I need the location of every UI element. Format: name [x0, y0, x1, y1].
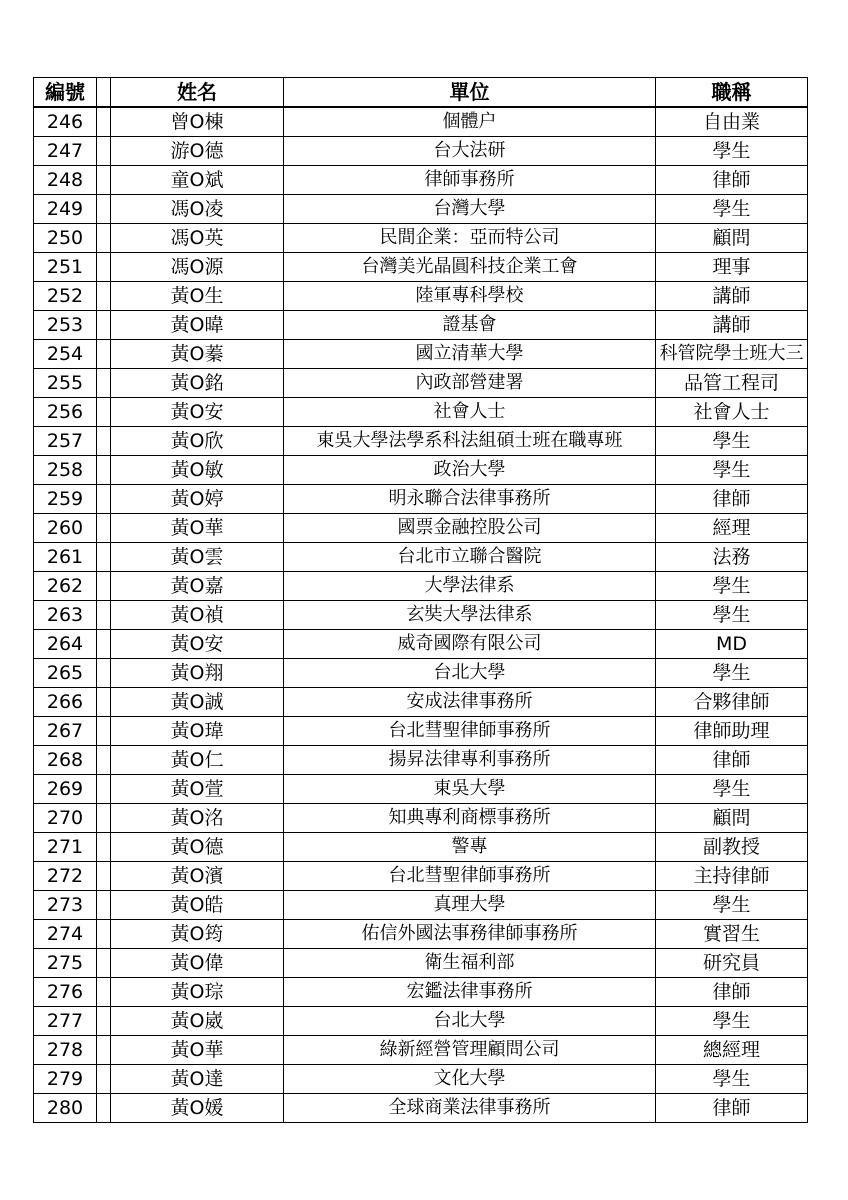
row-gap-cell	[97, 456, 111, 485]
row-number: 274	[34, 920, 97, 949]
table-row	[34, 659, 808, 688]
row-number: 268	[34, 746, 97, 775]
table-row	[34, 514, 808, 543]
row-number: 273	[34, 891, 97, 920]
row-number: 250	[34, 224, 97, 253]
row-number: 280	[34, 1094, 97, 1123]
row-number: 256	[34, 398, 97, 427]
row-unit: 台北彗聖律師事務所	[284, 717, 656, 746]
row-name: 馮O凌	[111, 195, 284, 224]
row-name: 黃O筠	[111, 920, 284, 949]
row-name: 黃O禎	[111, 601, 284, 630]
column-header-number: 編號	[34, 78, 97, 108]
row-gap-cell	[97, 282, 111, 311]
table-header-row	[34, 78, 808, 108]
row-gap-cell	[97, 804, 111, 833]
row-title: 理事	[656, 253, 808, 282]
row-title: 實習生	[656, 920, 808, 949]
row-title: 律師	[656, 1094, 808, 1123]
row-number: 247	[34, 137, 97, 166]
row-number: 262	[34, 572, 97, 601]
row-number: 260	[34, 514, 97, 543]
row-name: 黃O達	[111, 1065, 284, 1094]
row-number: 257	[34, 427, 97, 456]
row-number: 263	[34, 601, 97, 630]
row-number: 249	[34, 195, 97, 224]
row-title: 學生	[656, 775, 808, 804]
row-gap-cell	[97, 572, 111, 601]
row-title: 副教授	[656, 833, 808, 862]
row-name: 黃O安	[111, 398, 284, 427]
table-row	[34, 572, 808, 601]
column-header-unit: 單位	[284, 78, 656, 108]
row-unit: 台灣美光晶圓科技企業工會	[284, 253, 656, 282]
table-row	[34, 1036, 808, 1065]
row-unit: 台北大學	[284, 659, 656, 688]
row-name: 黃O瑋	[111, 717, 284, 746]
row-gap-cell	[97, 775, 111, 804]
row-unit: 警專	[284, 833, 656, 862]
table-row	[34, 978, 808, 1007]
row-title: 自由業	[656, 107, 808, 137]
row-gap-cell	[97, 340, 111, 369]
row-number: 278	[34, 1036, 97, 1065]
row-title: 科管院學士班大三	[656, 340, 808, 369]
row-unit: 威奇國際有限公司	[284, 630, 656, 659]
row-unit: 律師事務所	[284, 166, 656, 195]
row-name: 黃O華	[111, 1036, 284, 1065]
table-row	[34, 543, 808, 572]
row-title: 學生	[656, 1065, 808, 1094]
row-name: 黃O濱	[111, 862, 284, 891]
row-gap-cell	[97, 862, 111, 891]
row-name: 黃O皓	[111, 891, 284, 920]
table-row	[34, 137, 808, 166]
row-number: 258	[34, 456, 97, 485]
row-gap-cell	[97, 166, 111, 195]
table-row	[34, 833, 808, 862]
row-title: 社會人士	[656, 398, 808, 427]
row-unit: 真理大學	[284, 891, 656, 920]
table-row	[34, 920, 808, 949]
row-name: 黃O銘	[111, 369, 284, 398]
row-unit: 全球商業法律事務所	[284, 1094, 656, 1123]
row-number: 251	[34, 253, 97, 282]
row-unit: 國票金融控股公司	[284, 514, 656, 543]
row-gap-cell	[97, 137, 111, 166]
row-gap-cell	[97, 224, 111, 253]
row-name: 黃O欣	[111, 427, 284, 456]
row-gap-cell	[97, 1007, 111, 1036]
row-name: 黃O琮	[111, 978, 284, 1007]
row-gap-cell	[97, 746, 111, 775]
row-unit: 文化大學	[284, 1065, 656, 1094]
row-name: 童O斌	[111, 166, 284, 195]
row-title: 學生	[656, 572, 808, 601]
row-gap-cell	[97, 833, 111, 862]
table-row	[34, 1065, 808, 1094]
row-title: 主持律師	[656, 862, 808, 891]
row-number: 252	[34, 282, 97, 311]
row-gap-cell	[97, 601, 111, 630]
row-unit: 台北市立聯合醫院	[284, 543, 656, 572]
row-unit: 陸軍專科學校	[284, 282, 656, 311]
row-name: 黃O洺	[111, 804, 284, 833]
table-row	[34, 282, 808, 311]
row-name: 游O德	[111, 137, 284, 166]
row-unit: 綠新經營管理顧問公司	[284, 1036, 656, 1065]
column-header-name: 姓名	[111, 78, 284, 108]
row-unit: 揚昇法律專利事務所	[284, 746, 656, 775]
table-row	[34, 253, 808, 282]
row-title: 講師	[656, 282, 808, 311]
row-title: 律師助理	[656, 717, 808, 746]
row-name: 黃O暐	[111, 311, 284, 340]
participant-table	[33, 77, 808, 1123]
row-title: 研究員	[656, 949, 808, 978]
row-number: 270	[34, 804, 97, 833]
row-gap-cell	[97, 485, 111, 514]
row-title: 學生	[656, 601, 808, 630]
table-row	[34, 107, 808, 137]
row-gap-cell	[97, 1094, 111, 1123]
table-row	[34, 166, 808, 195]
table-row	[34, 398, 808, 427]
row-name: 黃O安	[111, 630, 284, 659]
row-unit: 安成法律事務所	[284, 688, 656, 717]
row-gap-cell	[97, 427, 111, 456]
row-gap-cell	[97, 717, 111, 746]
row-name: 黃O媛	[111, 1094, 284, 1123]
row-title: 學生	[656, 137, 808, 166]
row-gap-cell	[97, 195, 111, 224]
row-title: 律師	[656, 746, 808, 775]
table-row	[34, 862, 808, 891]
row-number: 279	[34, 1065, 97, 1094]
row-number: 267	[34, 717, 97, 746]
row-name: 黃O敏	[111, 456, 284, 485]
row-title: 總經理	[656, 1036, 808, 1065]
row-gap-cell	[97, 920, 111, 949]
row-number: 266	[34, 688, 97, 717]
row-name: 黃O雲	[111, 543, 284, 572]
table-row	[34, 1094, 808, 1123]
row-title: 學生	[656, 659, 808, 688]
table-row	[34, 369, 808, 398]
row-title: 法務	[656, 543, 808, 572]
row-title: 學生	[656, 456, 808, 485]
row-number: 246	[34, 107, 97, 137]
table-row	[34, 601, 808, 630]
row-unit: 台北大學	[284, 1007, 656, 1036]
row-gap-cell	[97, 630, 111, 659]
table-row	[34, 311, 808, 340]
row-number: 264	[34, 630, 97, 659]
row-number: 255	[34, 369, 97, 398]
row-gap-cell	[97, 398, 111, 427]
row-gap-cell	[97, 543, 111, 572]
row-number: 254	[34, 340, 97, 369]
row-number: 253	[34, 311, 97, 340]
row-title: 律師	[656, 166, 808, 195]
row-unit: 東吳大學	[284, 775, 656, 804]
row-gap-cell	[97, 369, 111, 398]
row-name: 黃O誠	[111, 688, 284, 717]
row-name: 黃O翔	[111, 659, 284, 688]
row-gap-cell	[97, 311, 111, 340]
row-gap-cell	[97, 659, 111, 688]
row-name: 黃O婷	[111, 485, 284, 514]
table-row	[34, 456, 808, 485]
row-name: 馮O源	[111, 253, 284, 282]
row-name: 馮O英	[111, 224, 284, 253]
row-title: 顧問	[656, 224, 808, 253]
row-unit: 衛生福利部	[284, 949, 656, 978]
table-row	[34, 949, 808, 978]
table-row	[34, 891, 808, 920]
table-row	[34, 485, 808, 514]
row-unit: 台北彗聖律師事務所	[284, 862, 656, 891]
row-name: 黃O生	[111, 282, 284, 311]
row-unit: 台灣大學	[284, 195, 656, 224]
row-title: 律師	[656, 978, 808, 1007]
table-row	[34, 746, 808, 775]
row-name: 黃O德	[111, 833, 284, 862]
row-title: 律師	[656, 485, 808, 514]
row-gap-cell	[97, 949, 111, 978]
row-gap-cell	[97, 1036, 111, 1065]
row-unit: 社會人士	[284, 398, 656, 427]
row-title: 學生	[656, 427, 808, 456]
row-unit: 知典專利商標事務所	[284, 804, 656, 833]
table-row	[34, 224, 808, 253]
row-number: 275	[34, 949, 97, 978]
participant-list-sheet	[33, 77, 807, 1123]
row-number: 259	[34, 485, 97, 514]
row-name: 黃O崴	[111, 1007, 284, 1036]
table-row	[34, 427, 808, 456]
row-name: 黃O嘉	[111, 572, 284, 601]
row-unit: 證基會	[284, 311, 656, 340]
row-unit: 國立清華大學	[284, 340, 656, 369]
row-name: 黃O萱	[111, 775, 284, 804]
row-number: 272	[34, 862, 97, 891]
row-title: 顧問	[656, 804, 808, 833]
row-title: 學生	[656, 1007, 808, 1036]
row-unit: 大學法律系	[284, 572, 656, 601]
column-header-gap	[97, 78, 111, 108]
row-gap-cell	[97, 1065, 111, 1094]
row-unit: 個體户	[284, 107, 656, 137]
table-row	[34, 340, 808, 369]
table-row	[34, 804, 808, 833]
row-number: 271	[34, 833, 97, 862]
row-title: 學生	[656, 891, 808, 920]
row-gap-cell	[97, 514, 111, 543]
table-row	[34, 688, 808, 717]
row-name: 黃O偉	[111, 949, 284, 978]
row-unit: 玄奘大學法律系	[284, 601, 656, 630]
row-number: 277	[34, 1007, 97, 1036]
row-title: MD	[656, 630, 808, 659]
table-row	[34, 775, 808, 804]
row-unit: 宏鑑法律事務所	[284, 978, 656, 1007]
row-gap-cell	[97, 107, 111, 137]
row-name: 黃O仁	[111, 746, 284, 775]
table-row	[34, 195, 808, 224]
row-number: 269	[34, 775, 97, 804]
row-name: 黃O蓁	[111, 340, 284, 369]
row-title: 品管工程司	[656, 369, 808, 398]
table-body	[34, 107, 808, 1123]
row-unit: 佑信外國法事務律師事務所	[284, 920, 656, 949]
row-gap-cell	[97, 253, 111, 282]
column-header-title: 職稱	[656, 78, 808, 108]
row-title: 學生	[656, 195, 808, 224]
row-unit: 明永聯合法律事務所	[284, 485, 656, 514]
row-unit: 政治大學	[284, 456, 656, 485]
row-unit: 台大法研	[284, 137, 656, 166]
row-number: 261	[34, 543, 97, 572]
row-number: 276	[34, 978, 97, 1007]
row-unit: 內政部營建署	[284, 369, 656, 398]
table-row	[34, 630, 808, 659]
row-number: 248	[34, 166, 97, 195]
row-unit: 民間企業：亞而特公司	[284, 224, 656, 253]
row-name: 曾O棟	[111, 107, 284, 137]
row-gap-cell	[97, 891, 111, 920]
row-name: 黃O華	[111, 514, 284, 543]
table-row	[34, 1007, 808, 1036]
row-title: 講師	[656, 311, 808, 340]
table-row	[34, 717, 808, 746]
row-title: 合夥律師	[656, 688, 808, 717]
row-gap-cell	[97, 688, 111, 717]
row-title: 經理	[656, 514, 808, 543]
row-gap-cell	[97, 978, 111, 1007]
row-number: 265	[34, 659, 97, 688]
row-unit: 東吳大學法學系科法組碩士班在職專班	[284, 427, 656, 456]
